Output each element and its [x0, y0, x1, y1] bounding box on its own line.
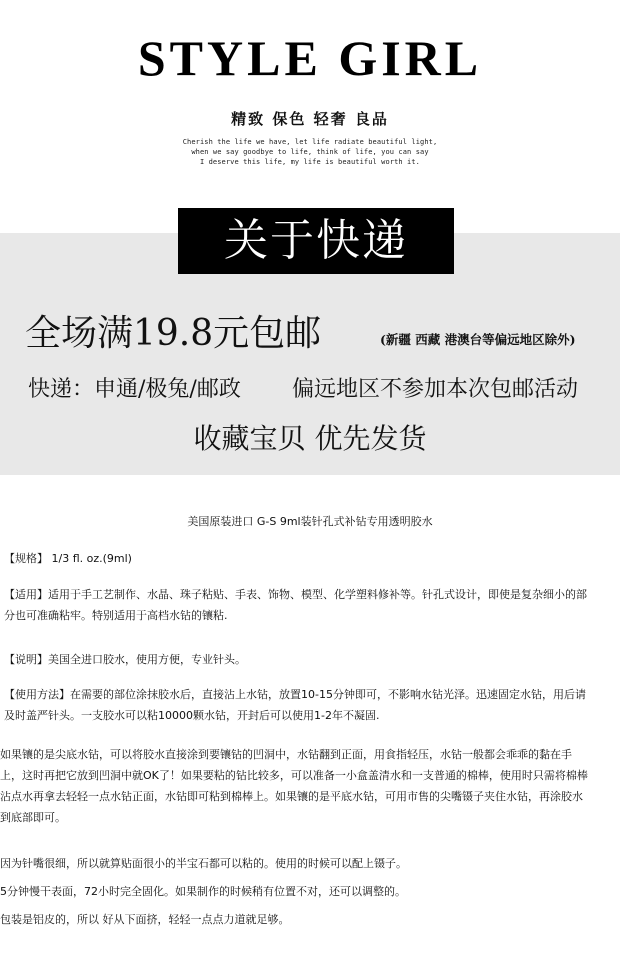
favorite-slogan: 收藏宝贝 优先发货 [193, 422, 427, 455]
shipping-title: 关于快递 [178, 208, 454, 274]
cure-tip: 5分钟慢干表面，72小时完全固化。如果制作的时候稍有位置不对，还可以调整的。 [0, 885, 406, 898]
method-text [4, 684, 618, 726]
diamond-tip-line: 到底部即可。 [0, 811, 66, 824]
free-shipping-text: 全场满19.8元包邮 [25, 313, 322, 354]
description-text: 【说明】美国全进口胶水，使用方便，专业针头。 [4, 653, 246, 666]
spec-text: 【规格】 1/3 fl. oz.(9ml) [4, 552, 132, 565]
diamond-tips [0, 744, 618, 828]
product-title: 美国原装进口 G-S 9ml装针孔式补钻专用透明胶水 [187, 515, 433, 528]
usage-text [4, 584, 618, 626]
method-line: 及时盖严针头。一支胶水可以粘10000颗水钻，开封后可以使用1-2年不凝固. [4, 709, 380, 722]
diamond-tip-line: 上，这时再把它放到凹洞中就OK了！如果要粘的钻比较多，可以准备一小盒盖清水和一支普通的棉棒，使用时只需将棉棒 [0, 769, 588, 782]
motto-line: Cherish the life we have, let life radiate beautiful light, [182, 138, 438, 146]
carriers-text: 快递：申通/极兔/邮政 [28, 377, 241, 402]
brand-title: STYLE GIRL [137, 30, 483, 86]
needle-tip: 因为针嘴很细，所以就算贴面很小的半宝石都可以粘的。使用的时候可以配上镊子。 [0, 857, 407, 870]
diamond-tip-line: 沾点水再拿去轻轻一点水钻正面，水钻即可粘到棉棒上。如果镶的是平底水钻，可用市售的尖嘴镊子夹住水钻，再涂胶水 [0, 790, 583, 803]
packaging-tip: 包装是铝皮的，所以 好从下面挤，轻轻一点点力道就足够。 [0, 913, 290, 926]
diamond-tip-line: 如果镶的是尖底水钻，可以将胶水直接涂到要镶钻的凹洞中，水钻翻到正面，用食指轻压，水钻一般都会乖乖的黏在手 [0, 748, 572, 761]
motto-line: I deserve this life, my life is beautiful worth it. [199, 158, 421, 166]
motto-line: when we say goodbye to life, think of life, you can say [191, 148, 429, 156]
remote-area-note: 偏远地区不参加本次包邮活动 [292, 377, 579, 402]
usage-line: 【适用】适用于手工艺制作、水晶、珠子粘贴、手表、饰物、模型、化学塑料修补等。针孔式设计，即使是复杂细小的部 [4, 588, 587, 601]
method-line: 【使用方法】在需要的部位涂抹胶水后，直接沾上水钻，放置10-15分钟即可，不影响水钻光泽。迅速固定水钻，用后请 [4, 688, 586, 701]
usage-line: 分也可准确粘牢。特别适用于高档水钻的镶粘. [4, 609, 228, 622]
free-shipping-note: (新疆 西藏 港澳台等偏远地区除外) [380, 332, 576, 347]
brand-subtitle: 精致 保色 轻奢 良品 [231, 110, 389, 128]
